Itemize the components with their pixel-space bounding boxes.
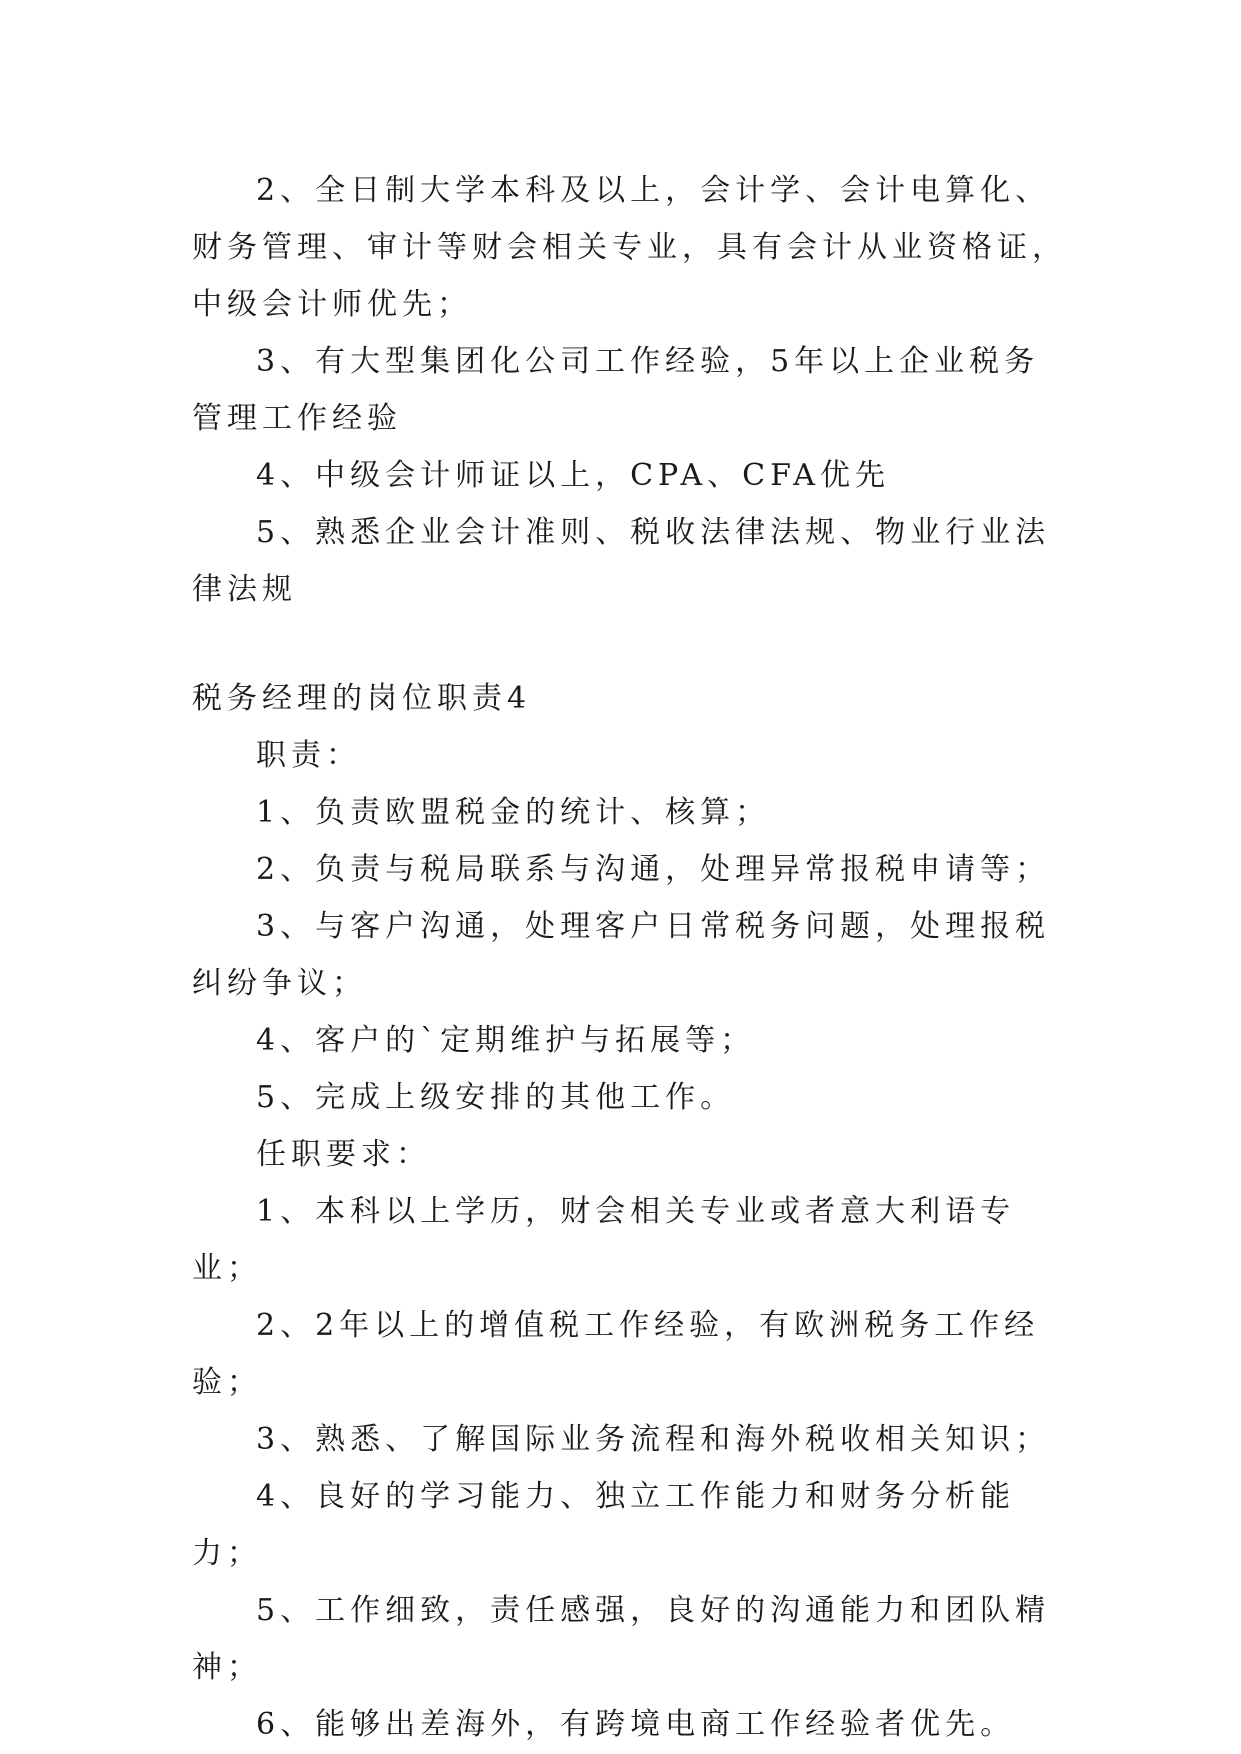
requirement-item: 2、2年以上的增值税工作经验，有欧洲税务工作经验； [192, 1308, 1040, 1400]
duty-item: 3、与客户沟通，处理客户日常税务问题，处理报税纠纷争议； [192, 909, 1051, 1001]
requirements-label: 任职要求： [256, 1137, 431, 1172]
duty-item: 4、客户的`定期维护与拓展等； [256, 1023, 756, 1058]
duty-item: 5、完成上级安排的其他工作。 [256, 1080, 736, 1115]
document-body [192, 162, 1072, 1753]
requirement-item: 6、能够出差海外，有跨境电商工作经验者优先。 [256, 1707, 1016, 1742]
duties-label: 职责： [256, 738, 361, 773]
requirement-paragraph: 3、有大型集团化公司工作经验，5年以上企业税务管理工作经验 [192, 344, 1040, 436]
requirement-item: 4、良好的学习能力、独立工作能力和财务分析能力； [192, 1479, 1016, 1571]
requirement-paragraph: 4、中级会计师证以上，CPA、CFA优先 [256, 458, 890, 493]
requirement-item: 1、本科以上学历，财会相关专业或者意大利语专业； [192, 1194, 1016, 1286]
duty-item: 1、负责欧盟税金的统计、核算； [256, 795, 771, 830]
requirement-item: 3、熟悉、了解国际业务流程和海外税收相关知识； [256, 1422, 1051, 1457]
requirement-paragraph: 2、全日制大学本科及以上，会计学、会计电算化、财务管理、审计等财会相关专业，具有会计从业资格证，中级会计师优先； [192, 173, 1067, 322]
requirement-item: 5、工作细致，责任感强，良好的沟通能力和团队精神； [192, 1593, 1051, 1685]
section-heading: 税务经理的岗位职责4 [192, 681, 532, 716]
requirement-paragraph: 5、熟悉企业会计准则、税收法律法规、物业行业法律法规 [192, 515, 1051, 607]
duty-item: 2、负责与税局联系与沟通，处理异常报税申请等； [256, 852, 1051, 887]
